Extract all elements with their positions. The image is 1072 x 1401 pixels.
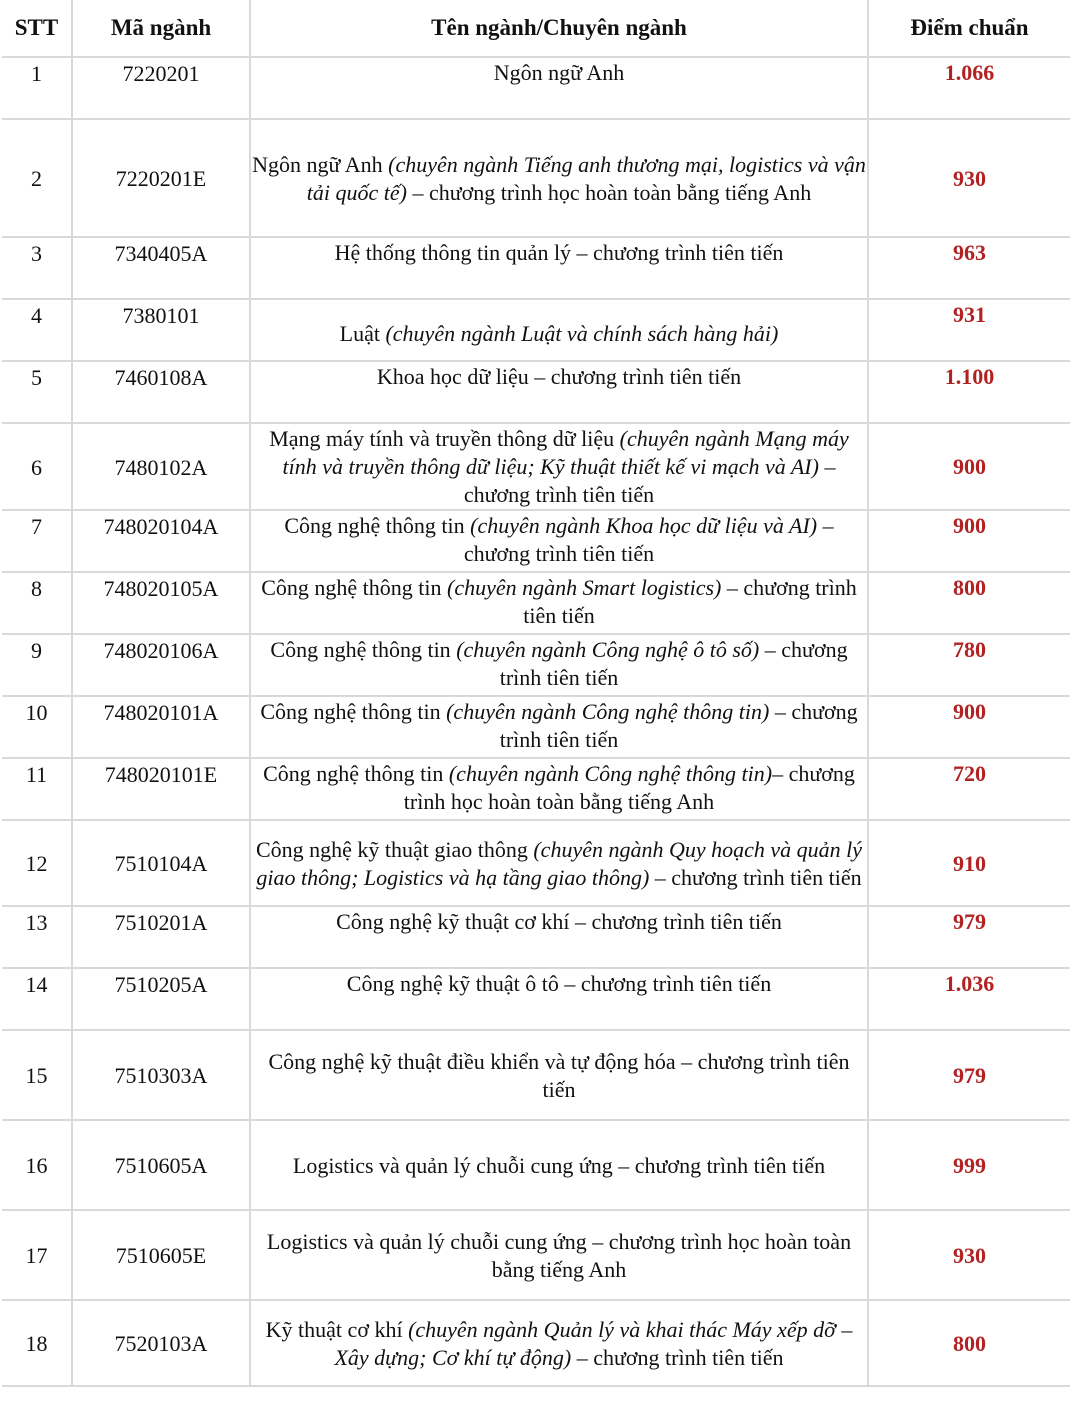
row-major-name [250, 820, 868, 906]
row-stt: 1 [2, 57, 72, 119]
admission-scores-table [2, 0, 1070, 1387]
row-stt: 12 [2, 820, 72, 906]
row-code: 7510104A [72, 820, 250, 906]
row-stt: 6 [2, 423, 72, 510]
row-stt: 7 [2, 510, 72, 572]
major-text: – chương trình tiên tiến [499, 637, 848, 690]
major-text: – chương trình tiên tiến [463, 454, 836, 507]
row-major-name [250, 1030, 868, 1120]
major-text: chương trình tiên tiến [523, 575, 857, 628]
row-code: 7520103A [72, 1300, 250, 1386]
table-body [2, 57, 1070, 1386]
major-text: Công nghệ thông tin [261, 575, 448, 600]
row-score: 931 [868, 299, 1070, 361]
row-major-name [250, 968, 868, 1030]
specialization-text: (chuyên ngành Công nghệ ô tô số) [456, 637, 760, 662]
major-text: Kỹ thuật cơ khí [265, 1316, 409, 1342]
row-code: 748020101A [72, 696, 250, 758]
row-stt: 2 [2, 119, 72, 237]
row-score: 1.066 [868, 57, 1070, 119]
row-stt: 10 [2, 696, 72, 758]
specialization-text: (chuyên ngành Quy hoạch và quản lý giao thông; Logistics và hạ tầng giao thông) [256, 836, 863, 890]
table-row [2, 1120, 1070, 1210]
row-score: 900 [868, 423, 1070, 510]
major-text: Công nghệ kỹ thuật ô tô – chương trình tiên tiến [346, 971, 772, 996]
specialization-text: (chuyên ngành Công nghệ thông tin) [448, 761, 773, 786]
table-row [2, 572, 1070, 634]
specialization-text: (chuyên ngành Tiếng anh thương mại, logistics và vận tải quốc tế) [306, 151, 866, 205]
specialization-text: (chuyên ngành Khoa học dữ liệu và AI) [470, 513, 818, 538]
major-text: – chương trình học hoàn toàn bằng tiếng Anh [406, 179, 812, 205]
specialization-text: (chuyên ngành Luật và chính sách hàng hải) [385, 321, 779, 346]
row-code: 7460108A [72, 361, 250, 423]
row-score: 930 [868, 1210, 1070, 1300]
row-score: 780 [868, 634, 1070, 696]
row-score: 999 [868, 1120, 1070, 1210]
row-major-name [250, 572, 868, 634]
row-score: 979 [868, 1030, 1070, 1120]
row-stt: 14 [2, 968, 72, 1030]
row-score: 900 [868, 510, 1070, 572]
table-row [2, 1300, 1070, 1386]
row-code: 748020105A [72, 572, 250, 634]
header-row [2, 0, 1070, 57]
row-major-name [250, 361, 868, 423]
row-code: 748020104A [72, 510, 250, 572]
row-major-name [250, 758, 868, 820]
major-text: Logistics và quản lý chuỗi cung ứng – chương trình học hoàn toàn bằng tiếng Anh [266, 1228, 852, 1282]
row-code: 7220201E [72, 119, 250, 237]
major-text: Mạng máy tính và truyền thông dữ liệu [269, 426, 620, 451]
row-major-name [250, 119, 868, 237]
specialization-text: (chuyên ngành Smart logistics) – [447, 575, 738, 600]
row-stt: 4 [2, 299, 72, 361]
major-text: Luật [339, 321, 386, 346]
table-row [2, 510, 1070, 572]
row-major-name [250, 423, 868, 510]
major-text: Công nghệ kỹ thuật điều khiển và tự động hóa – chương trình tiên tiến [268, 1048, 850, 1102]
major-text: Công nghệ kỹ thuật giao thông [255, 836, 534, 862]
row-code: 7220201 [72, 57, 250, 119]
table-row [2, 299, 1070, 361]
row-stt: 9 [2, 634, 72, 696]
row-code: 7510605A [72, 1120, 250, 1210]
table-row [2, 237, 1070, 299]
row-major-name [250, 1300, 868, 1386]
major-text: Công nghệ thông tin [270, 637, 457, 662]
table-row [2, 634, 1070, 696]
header-code: Mã ngành [72, 0, 250, 57]
row-stt: 8 [2, 572, 72, 634]
row-code: 7380101 [72, 299, 250, 361]
row-score: 963 [868, 237, 1070, 299]
major-text: Ngôn ngữ Anh [252, 151, 389, 177]
row-major-name [250, 299, 868, 361]
table-row [2, 968, 1070, 1030]
row-code: 7510201A [72, 906, 250, 968]
row-code: 748020101E [72, 758, 250, 820]
row-score: 1.036 [868, 968, 1070, 1030]
table-row [2, 423, 1070, 510]
table-row [2, 696, 1070, 758]
row-stt: 17 [2, 1210, 72, 1300]
major-text: Khoa học dữ liệu – chương trình tiên tiến [376, 364, 742, 389]
major-text: – chương trình tiên tiến [649, 864, 862, 890]
table-row [2, 1210, 1070, 1300]
row-major-name [250, 906, 868, 968]
table-row [2, 906, 1070, 968]
row-code: 7480102A [72, 423, 250, 510]
header-stt: STT [2, 0, 72, 57]
row-score: 720 [868, 758, 1070, 820]
row-score: 800 [868, 572, 1070, 634]
row-major-name [250, 510, 868, 572]
table-row [2, 119, 1070, 237]
major-text: – chương trình học hoàn toàn bằng tiếng Anh [403, 761, 855, 814]
row-stt: 13 [2, 906, 72, 968]
major-text: Công nghệ thông tin [284, 513, 471, 538]
major-text: Công nghệ thông tin [263, 761, 449, 786]
major-text: Hệ thống thông tin quản lý – chương trình tiên tiến [334, 240, 784, 265]
row-code: 7340405A [72, 237, 250, 299]
row-score: 900 [868, 696, 1070, 758]
row-stt: 16 [2, 1120, 72, 1210]
row-score: 910 [868, 820, 1070, 906]
row-major-name [250, 634, 868, 696]
header-major-name: Tên ngành/Chuyên ngành [250, 0, 868, 57]
row-stt: 5 [2, 361, 72, 423]
row-code: 748020106A [72, 634, 250, 696]
row-major-name [250, 57, 868, 119]
table-row [2, 361, 1070, 423]
row-code: 7510303A [72, 1030, 250, 1120]
specialization-text: (chuyên ngành Quản lý và khai thác Máy xếp dỡ – Xây dựng; Cơ khí tự động) [334, 1316, 853, 1370]
row-major-name [250, 1120, 868, 1210]
major-text: Logistics và quản lý chuỗi cung ứng – chương trình tiên tiến [292, 1152, 826, 1178]
row-code: 7510205A [72, 968, 250, 1030]
row-score: 979 [868, 906, 1070, 968]
major-text: – chương trình tiên tiến [499, 699, 858, 752]
row-stt: 15 [2, 1030, 72, 1120]
row-score: 800 [868, 1300, 1070, 1386]
specialization-text: (chuyên ngành Công nghệ thông tin) [446, 699, 770, 724]
major-text: Công nghệ kỹ thuật cơ khí – chương trình tiên tiến [336, 909, 782, 934]
specialization-text: (chuyên ngành Mạng máy tính và truyền thông dữ liệu; Kỹ thuật thiết kế vi mạch và AI) [282, 426, 849, 479]
major-text: – chương trình tiên tiến [463, 513, 834, 566]
row-major-name [250, 237, 868, 299]
header-score: Điểm chuẩn [868, 0, 1070, 57]
major-text: Công nghệ thông tin [260, 699, 447, 724]
table-row [2, 1030, 1070, 1120]
row-major-name [250, 1210, 868, 1300]
row-major-name [250, 696, 868, 758]
major-text: – chương trình tiên tiến [571, 1344, 784, 1370]
major-text: Ngôn ngữ Anh [493, 60, 625, 85]
row-score: 930 [868, 119, 1070, 237]
table-row [2, 820, 1070, 906]
row-stt: 3 [2, 237, 72, 299]
row-score: 1.100 [868, 361, 1070, 423]
table-row [2, 758, 1070, 820]
row-stt: 11 [2, 758, 72, 820]
row-code: 7510605E [72, 1210, 250, 1300]
table-row [2, 57, 1070, 119]
row-stt: 18 [2, 1300, 72, 1386]
